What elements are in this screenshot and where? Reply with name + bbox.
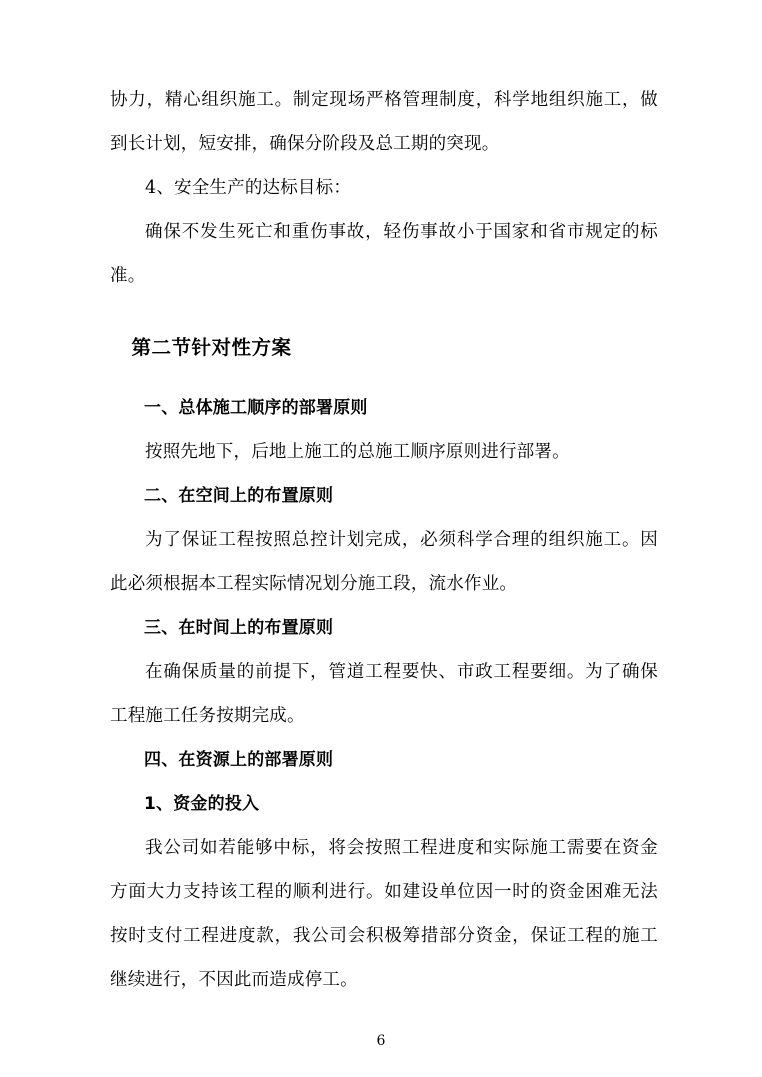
sub-heading: 二、在空间上的布置原则 [144, 486, 334, 506]
section-heading: 第二节针对性方案 [131, 336, 292, 359]
sub-heading: 一、总体施工顺序的部署原则 [144, 398, 368, 418]
paragraph: 为了保证工程按照总控计划完成，必须科学合理的组织施工。因此必须根据本工程实际情况划分施工段，流水作业。 [110, 530, 658, 594]
page-number: 6 [376, 1033, 386, 1049]
paragraph: 我公司如若能够中标，将会按照工程进度和实际施工需要在资金方面大力支持该工程的顺利进行。如建设单位因一时的资金困难无法按时支付工程进度款，我公司会积极筹措部分资金，保证工程的施工继续进行，不因此而造成停工。 [110, 838, 658, 990]
sub-heading: 1、资金的投入 [144, 794, 260, 814]
document-body [110, 78, 658, 1002]
paragraph: 在确保质量的前提下，管道工程要快、市政工程要细。为了确保工程施工任务按期完成。 [110, 662, 658, 726]
paragraph: 按照先地下，后地上施工的总施工顺序原则进行部署。 [145, 442, 570, 462]
paragraph: 协力，精心组织施工。制定现场严格管理制度，科学地组织施工，做到长计划，短安排，确保分阶段及总工期的突现。 [110, 90, 658, 154]
paragraph: 确保不发生死亡和重伤事故，轻伤事故小于国家和省市规定的标准。 [110, 222, 658, 286]
paragraph: 4、安全生产的达标目标： [145, 178, 352, 198]
sub-heading: 四、在资源上的部署原则 [144, 750, 334, 770]
sub-heading: 三、在时间上的布置原则 [144, 618, 334, 638]
